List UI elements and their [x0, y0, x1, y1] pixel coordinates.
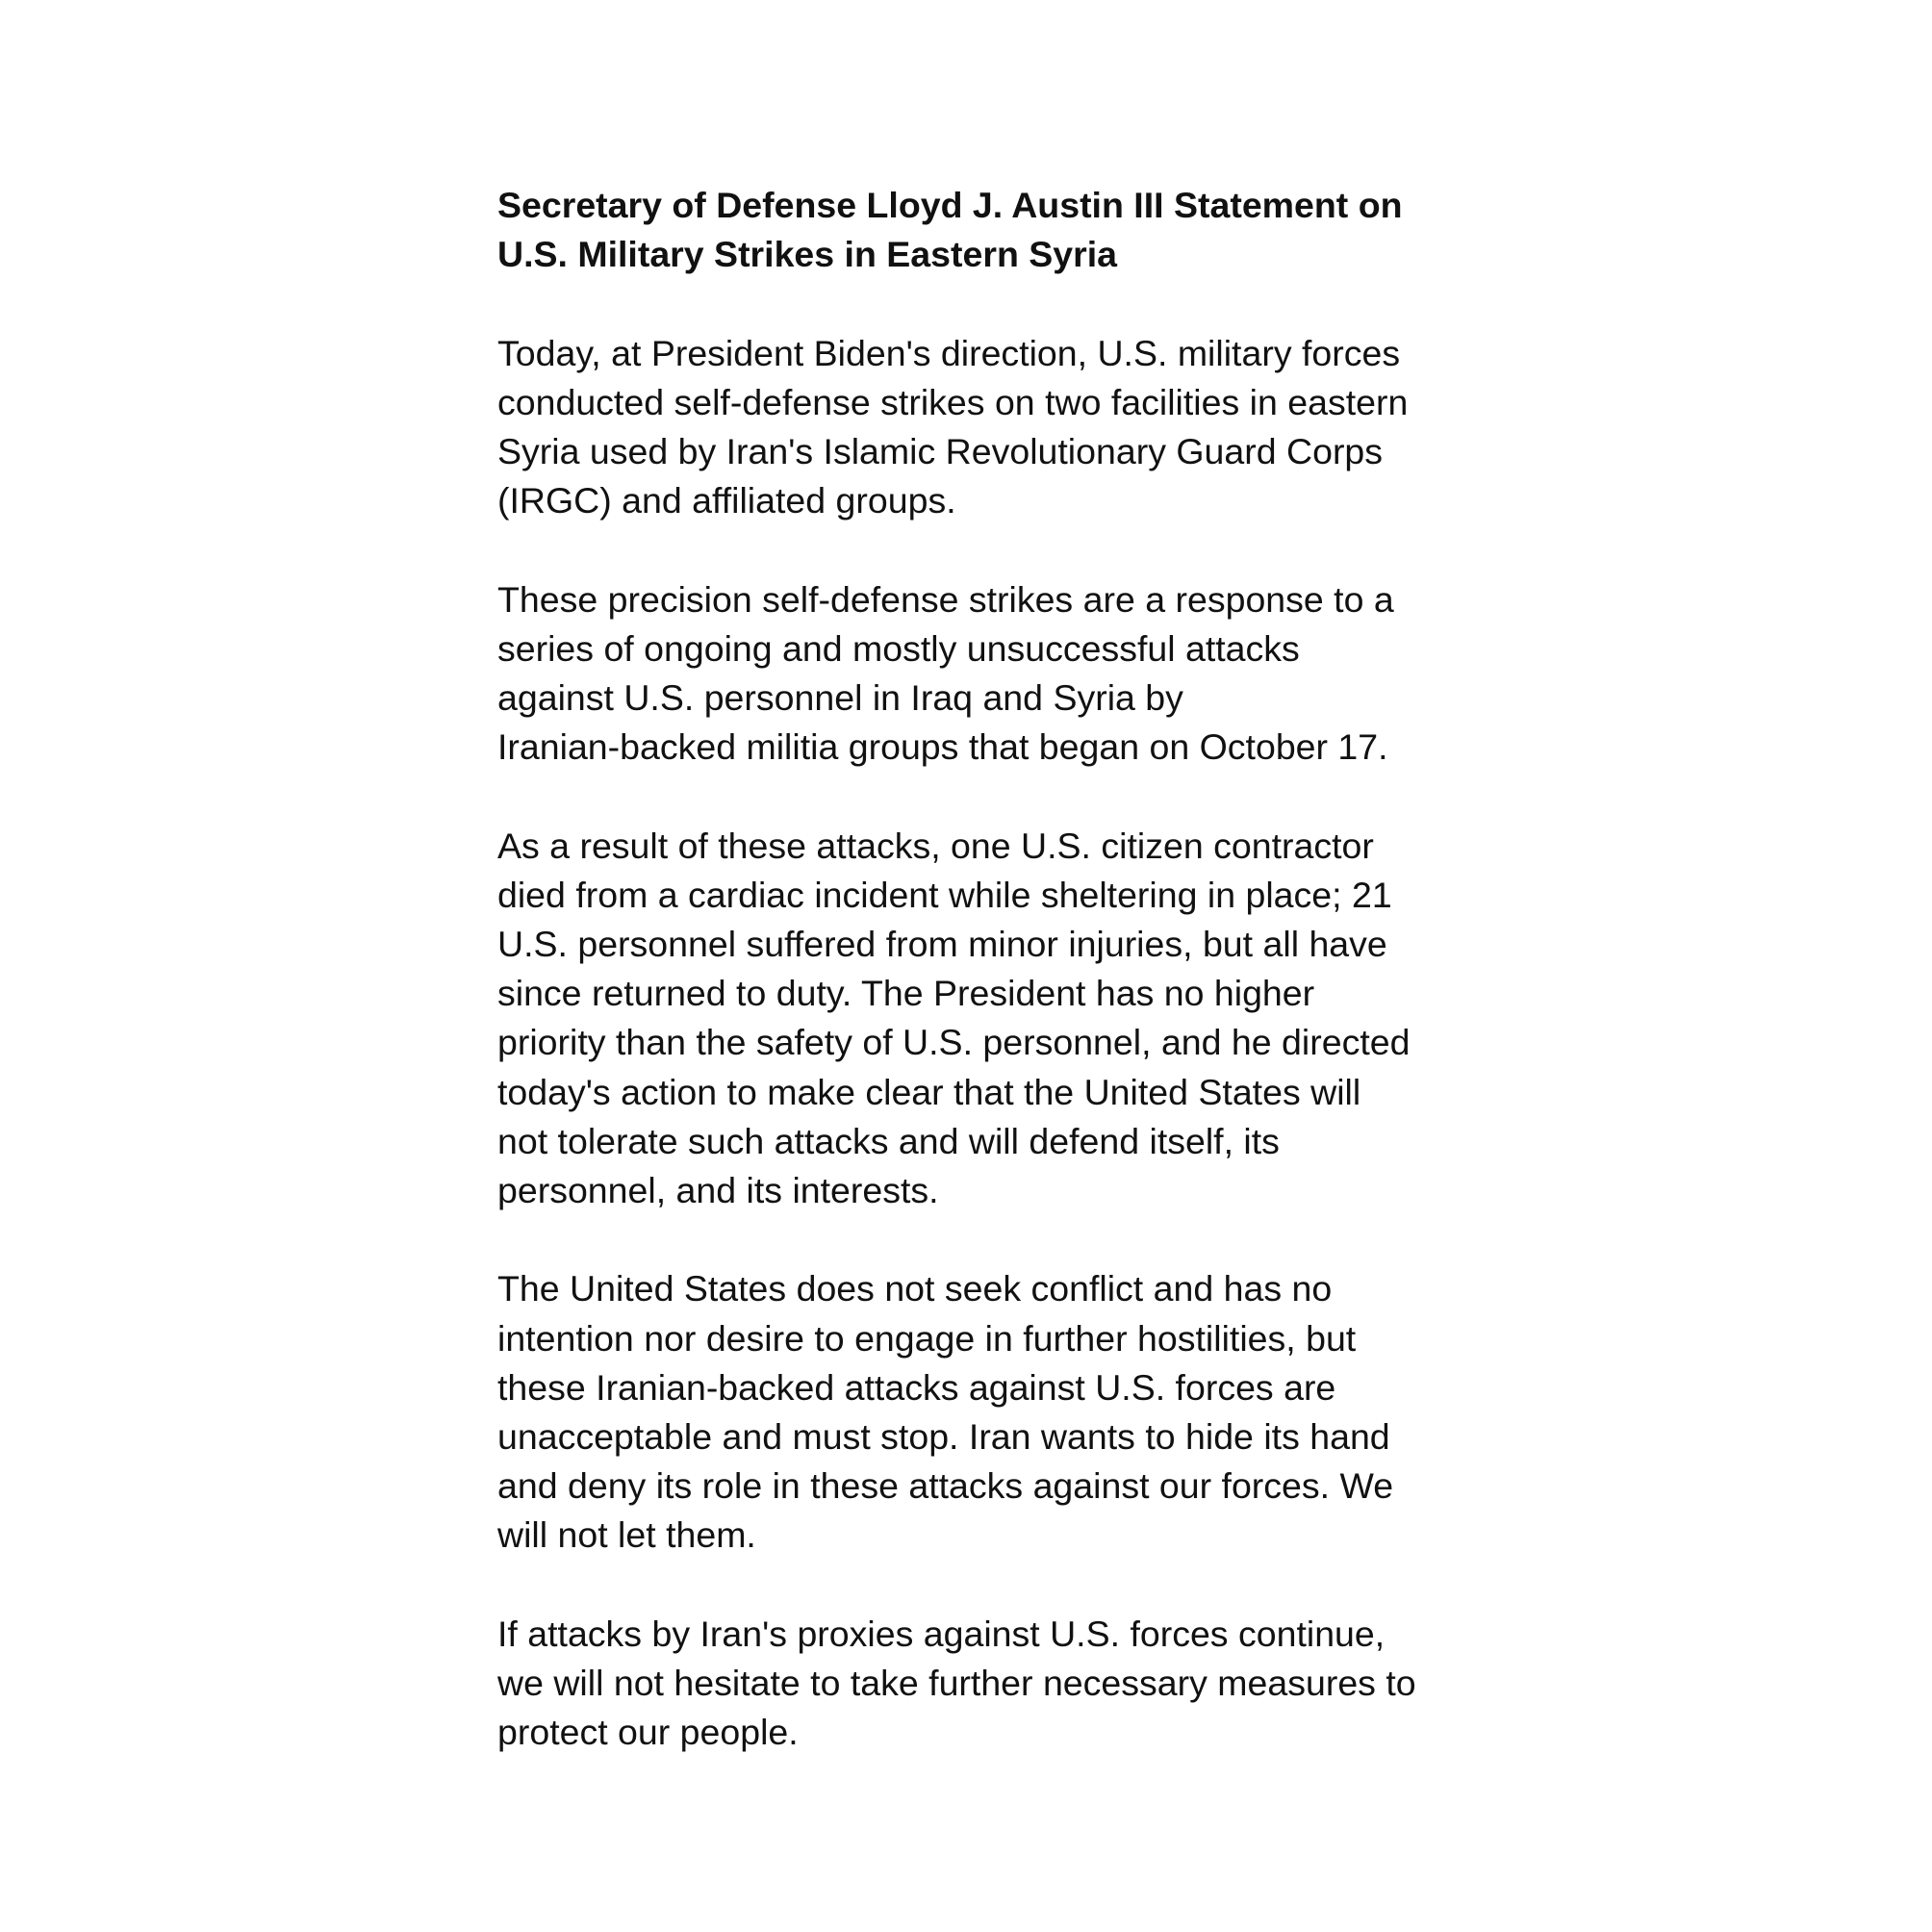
paragraph-line: These precision self-defense strikes are a response to a — [497, 578, 1394, 620]
paragraph-line: The United States does not seek conflict and has no — [497, 1268, 1333, 1309]
paragraph-line: priority than the safety of U.S. personnel, and he directed — [497, 1022, 1411, 1063]
paragraph-strikes-announcement — [497, 329, 1460, 526]
paragraph-line: Iranian-backed militia groups that began on October 17. — [497, 726, 1388, 768]
title-line: U.S. Military Strikes in Eastern Syria — [497, 234, 1118, 275]
statement-title — [497, 181, 1460, 279]
paragraph-line: these Iranian-backed attacks against U.S. forces are — [497, 1366, 1336, 1408]
paragraph-line: not tolerate such attacks and will defend itself, its — [497, 1120, 1280, 1161]
paragraph-line: today's action to make clear that the United States will — [497, 1071, 1361, 1112]
paragraph-line: protect our people. — [497, 1712, 799, 1753]
paragraph-line: will not let them. — [497, 1514, 756, 1556]
paragraph-line: we will not hesitate to take further necessary measures to — [497, 1663, 1416, 1704]
paragraph-line: Today, at President Biden's direction, U.S. military forces — [497, 332, 1401, 373]
paragraph-line: against U.S. personnel in Iraq and Syria by — [497, 677, 1183, 718]
paragraph-line: If attacks by Iran's proxies against U.S. forces continue, — [497, 1613, 1385, 1654]
paragraph-casualties — [497, 822, 1460, 1216]
paragraph-line: conducted self-defense strikes on two facilities in eastern — [497, 381, 1409, 422]
statement-document — [497, 181, 1460, 1757]
paragraph-no-conflict — [497, 1264, 1460, 1560]
paragraph-strikes-rationale — [497, 575, 1460, 773]
paragraph-line: As a result of these attacks, one U.S. citizen contractor — [497, 825, 1374, 866]
paragraph-line: died from a cardiac incident while sheltering in place; 21 — [497, 874, 1392, 915]
paragraph-line: Syria used by Iran's Islamic Revolutionary Guard Corps — [497, 431, 1384, 471]
paragraph-line: unacceptable and must stop. Iran wants to hide its hand — [497, 1416, 1390, 1458]
paragraph-line: (IRGC) and affiliated groups. — [497, 480, 956, 521]
paragraph-line: U.S. personnel suffered from minor injuries, but all have — [497, 924, 1387, 964]
paragraph-warning — [497, 1610, 1460, 1758]
title-line: Secretary of Defense Lloyd J. Austin III Statement on — [497, 185, 1403, 225]
paragraph-line: and deny its role in these attacks against our forces. We — [497, 1465, 1394, 1507]
paragraph-line: series of ongoing and mostly unsuccessful attacks — [497, 627, 1300, 669]
paragraph-line: personnel, and its interests. — [497, 1170, 939, 1211]
paragraph-line: intention nor desire to engage in further hostilities, but — [497, 1317, 1357, 1359]
paragraph-line: since returned to duty. The President has no higher — [497, 973, 1315, 1014]
